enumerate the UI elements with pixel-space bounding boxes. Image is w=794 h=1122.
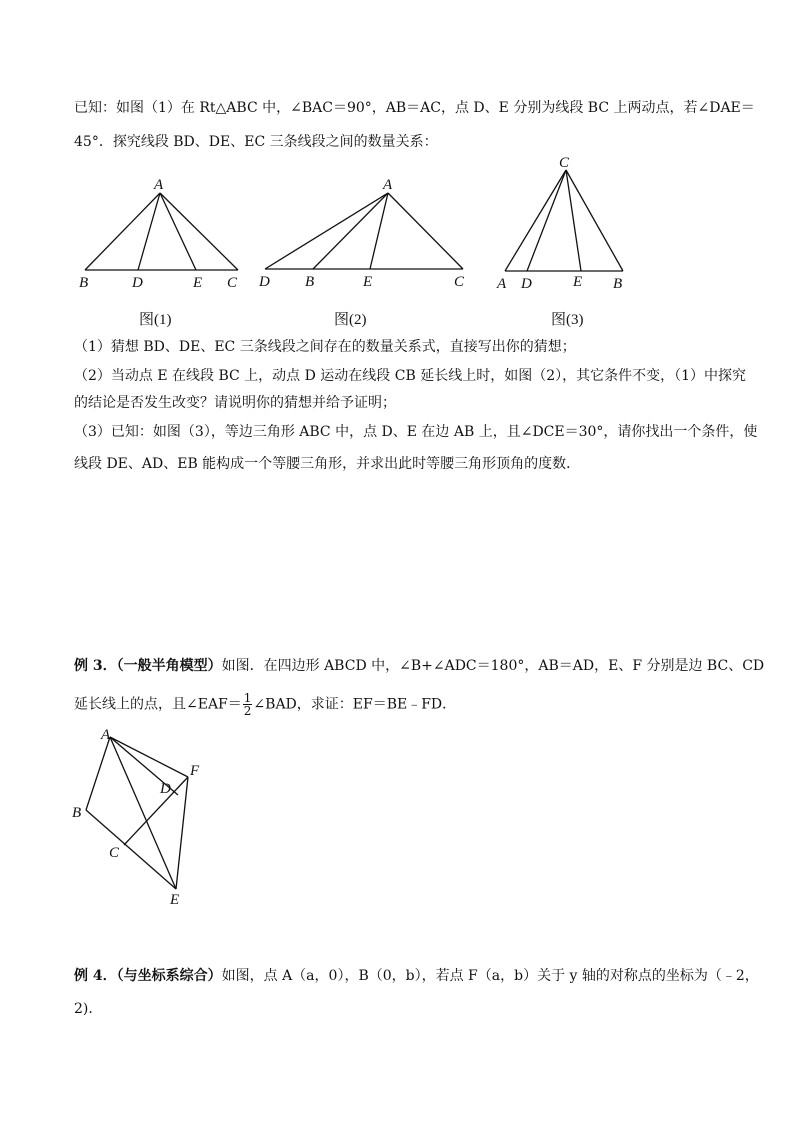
fig3-point-a: A	[497, 276, 507, 292]
fig3-point-e: E	[573, 274, 583, 290]
fig1-point-a: A	[154, 177, 164, 193]
fig1-caption: 图(1)	[139, 312, 172, 328]
example3-text: 如图．在四边形 ABCD 中，∠B+∠ADC＝180°，AB＝AD，E、F 分别是边 BC、CD	[221, 658, 765, 674]
question-2-line-2: 的结论是否发生改变？请说明你的猜想并给予证明；	[74, 395, 396, 411]
fig1-point-b: B	[79, 275, 89, 291]
half-fraction: $\frac{1}{2}$	[243, 691, 252, 718]
fig2-caption: 图(2)	[334, 312, 367, 328]
fig1-point-e: E	[193, 275, 203, 291]
fig3-caption: 图(3)	[551, 312, 584, 328]
fig3-point-b: B	[613, 276, 623, 292]
question-1: （1）猜想 BD、DE、EC 三条线段之间存在的数量关系式，直接写出你的猜想；	[74, 339, 576, 355]
example4-line-2: 2)．	[74, 1001, 103, 1017]
fig2-point-a: A	[383, 177, 393, 193]
intro-line-2: 45°．探究线段 BD、DE、EC 三条线段之间的数量关系：	[74, 134, 438, 150]
fig2-point-b: B	[305, 274, 315, 290]
ex3-point-e: E	[170, 892, 180, 908]
fig1-point-c: C	[227, 275, 238, 291]
example3-line2-post: ∠BAD，求证：EF＝BE﹣FD．	[253, 696, 457, 713]
ex3-point-a: A	[101, 727, 111, 743]
example3-line2-pre: 延长线上的点，且∠EAF＝	[74, 696, 242, 713]
question-3-line-2: 线段 DE、AD、EB 能构成一个等腰三角形，并求出此时等腰三角形顶角的度数．	[74, 456, 581, 472]
example4-line-1	[74, 966, 759, 986]
ex3-point-b: B	[72, 805, 82, 821]
question-2-line-1: （2）当动点 E 在线段 BC 上，动点 D 运动在线段 CB 延长线上时，如图（2），其它条件不变，（1）中探究	[74, 368, 747, 384]
fig1-point-d: D	[132, 275, 143, 291]
fig2-point-c: C	[454, 274, 465, 290]
ex3-point-c: C	[109, 845, 120, 861]
intro-line-1: 已知：如图（1）在 Rt△ABC 中，∠BAC＝90°，AB＝AC，点 D、E 分别为线段 BC 上两动点，若∠DAE＝	[74, 100, 755, 116]
example4-title: 例 4．（与坐标系综合）	[74, 968, 222, 984]
example4-text: 如图，点 A（a，0），B（0，b），若点 F（a，b）关于 y 轴的对称点的坐标为（﹣2，	[221, 968, 759, 984]
ex3-point-d: D	[160, 781, 171, 797]
example3-title: 例 3．（一般半角模型）	[74, 658, 222, 674]
fig2-point-d: D	[259, 274, 270, 290]
question-3-line-1: （3）已知：如图（3），等边三角形 ABC 中，点 D、E 在边 AB 上，且∠DCE＝30°，请你找出一个条件，使	[74, 424, 758, 440]
ex3-point-f: F	[190, 763, 200, 779]
fig2-point-e: E	[363, 274, 373, 290]
fig3-point-c: C	[559, 155, 570, 171]
fig3-point-d: D	[521, 276, 532, 292]
